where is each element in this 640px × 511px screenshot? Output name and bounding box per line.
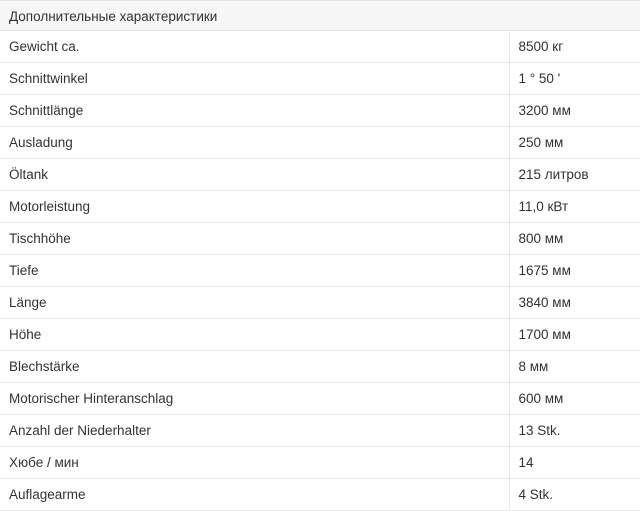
spec-value: 13 Stk. xyxy=(509,415,640,447)
spec-label: Öltank xyxy=(0,159,509,191)
table-row xyxy=(0,319,640,351)
spec-label: Anzahl der Niederhalter xyxy=(0,415,509,447)
spec-value: 800 мм xyxy=(509,223,640,255)
spec-label: Motorischer Hinteranschlag xyxy=(0,383,509,415)
spec-value: 14 xyxy=(509,447,640,479)
spec-value: 4 Stk. xyxy=(509,479,640,511)
spec-label: Tischhöhe xyxy=(0,223,509,255)
spec-value: 3840 мм xyxy=(509,287,640,319)
table-row xyxy=(0,191,640,223)
table-caption: Дополнительные характеристики xyxy=(0,0,640,31)
table-row xyxy=(0,63,640,95)
spec-value: 1675 мм xyxy=(509,255,640,287)
table-row xyxy=(0,255,640,287)
spec-label: Blechstärke xyxy=(0,351,509,383)
table-row xyxy=(0,223,640,255)
spec-value: 1 ° 50 ' xyxy=(509,63,640,95)
table-row xyxy=(0,31,640,63)
spec-value: 8 мм xyxy=(509,351,640,383)
table-row xyxy=(0,415,640,447)
spec-label: Gewicht ca. xyxy=(0,31,509,63)
table-row xyxy=(0,351,640,383)
spec-value: 250 мм xyxy=(509,127,640,159)
spec-label: Motorleistung xyxy=(0,191,509,223)
spec-label: Tiefe xyxy=(0,255,509,287)
spec-value: 11,0 кВт xyxy=(509,191,640,223)
table-body xyxy=(0,31,640,511)
spec-value: 600 мм xyxy=(509,383,640,415)
spec-label: Schnittlänge xyxy=(0,95,509,127)
spec-label: Höhe xyxy=(0,319,509,351)
table-row xyxy=(0,447,640,479)
table-row xyxy=(0,479,640,511)
spec-label: Хюбе / мин xyxy=(0,447,509,479)
spec-label: Länge xyxy=(0,287,509,319)
spec-label: Auflagearme xyxy=(0,479,509,511)
spec-value: 1700 мм xyxy=(509,319,640,351)
table-row xyxy=(0,159,640,191)
table-row xyxy=(0,287,640,319)
table-row xyxy=(0,95,640,127)
spec-value: 3200 мм xyxy=(509,95,640,127)
table-row xyxy=(0,383,640,415)
spec-label: Schnittwinkel xyxy=(0,63,509,95)
table-row xyxy=(0,127,640,159)
spec-value: 8500 кг xyxy=(509,31,640,63)
spec-value: 215 литров xyxy=(509,159,640,191)
spec-label: Ausladung xyxy=(0,127,509,159)
